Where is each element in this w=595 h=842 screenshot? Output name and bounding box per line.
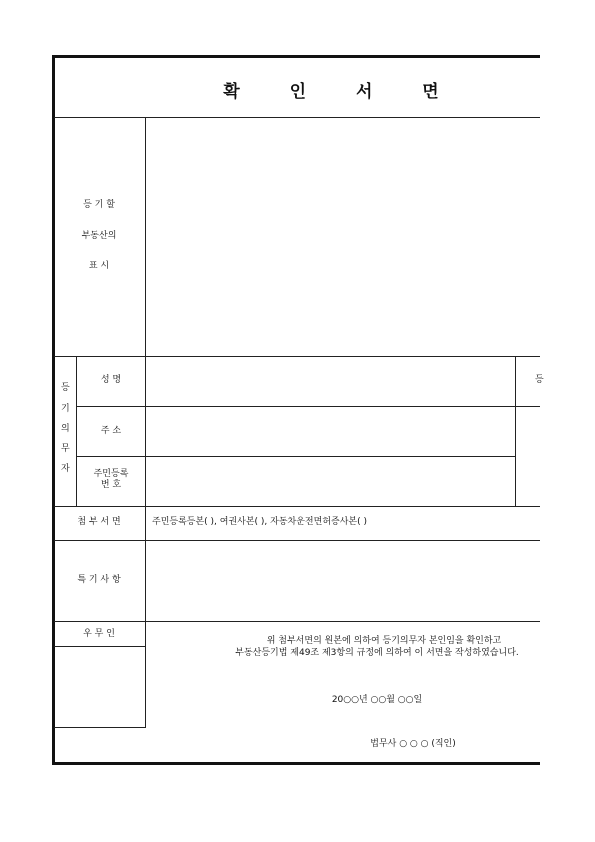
property-label-line1: 등 기 할 [83, 200, 115, 210]
obligor-group-char: 무 [61, 444, 70, 454]
property-label-line3: 표 시 [88, 261, 110, 271]
obligor-bottom-line [54, 506, 540, 507]
document-title: 확 인 서 면 [223, 82, 461, 102]
thumbprint-bottom-line [54, 727, 146, 728]
name-field[interactable] [147, 358, 514, 405]
statement-date: 20○○년 ○○월 ○○일 [331, 695, 423, 705]
property-bottom-line [54, 356, 540, 357]
name-label: 성 명 [100, 375, 122, 385]
registration-label-line2: 번 호 [100, 480, 122, 490]
special-bottom-line [54, 621, 540, 622]
statement-line1: 위 첨부서면의 원본에 의하여 등기의무자 본인임을 확인하고 [266, 636, 502, 646]
special-matters-label: 특 기 사 항 [77, 575, 121, 585]
obligor-right-divider [515, 356, 516, 506]
attachment-bottom-line [54, 540, 540, 541]
obligor-group-char: 기 [61, 404, 70, 414]
obligor-group-char: 등 [61, 383, 70, 393]
property-description-field[interactable] [147, 119, 539, 355]
property-label-line2: 부동산의 [81, 231, 117, 241]
label-column-divider [145, 117, 146, 727]
special-matters-field[interactable] [147, 542, 539, 620]
title-divider [54, 117, 540, 118]
registration-label-line1: 주민등록 [93, 469, 129, 479]
frame-left-border [52, 55, 55, 765]
address-bottom-line [76, 456, 516, 457]
address-field[interactable] [147, 408, 514, 455]
attachment-value: 주민등록등본( ), 여권사본( ), 자동차운전면허증사본( ) [152, 517, 367, 527]
right-cut-label: 등 [535, 375, 544, 385]
obligor-group-char: 의 [61, 424, 70, 434]
frame-bottom-border [52, 762, 540, 765]
signer-line: 법무사 ○ ○ ○ (직인) [370, 739, 456, 749]
statement-line2: 부동산등기법 제49조 제3항의 규정에 의하여 이 서면을 작성하였습니다. [235, 648, 519, 658]
address-label: 주 소 [100, 426, 122, 436]
thumbprint-label-line [54, 646, 146, 647]
thumbprint-label: 우 무 인 [83, 629, 115, 639]
thumbprint-box[interactable] [56, 648, 144, 726]
obligor-group-char: 자 [61, 464, 70, 474]
attachment-label: 첨 부 서 면 [77, 517, 121, 527]
registration-number-field[interactable] [147, 458, 514, 505]
frame-top-border [52, 55, 540, 58]
obligor-group-divider [76, 356, 77, 506]
name-bottom-line [76, 406, 540, 407]
